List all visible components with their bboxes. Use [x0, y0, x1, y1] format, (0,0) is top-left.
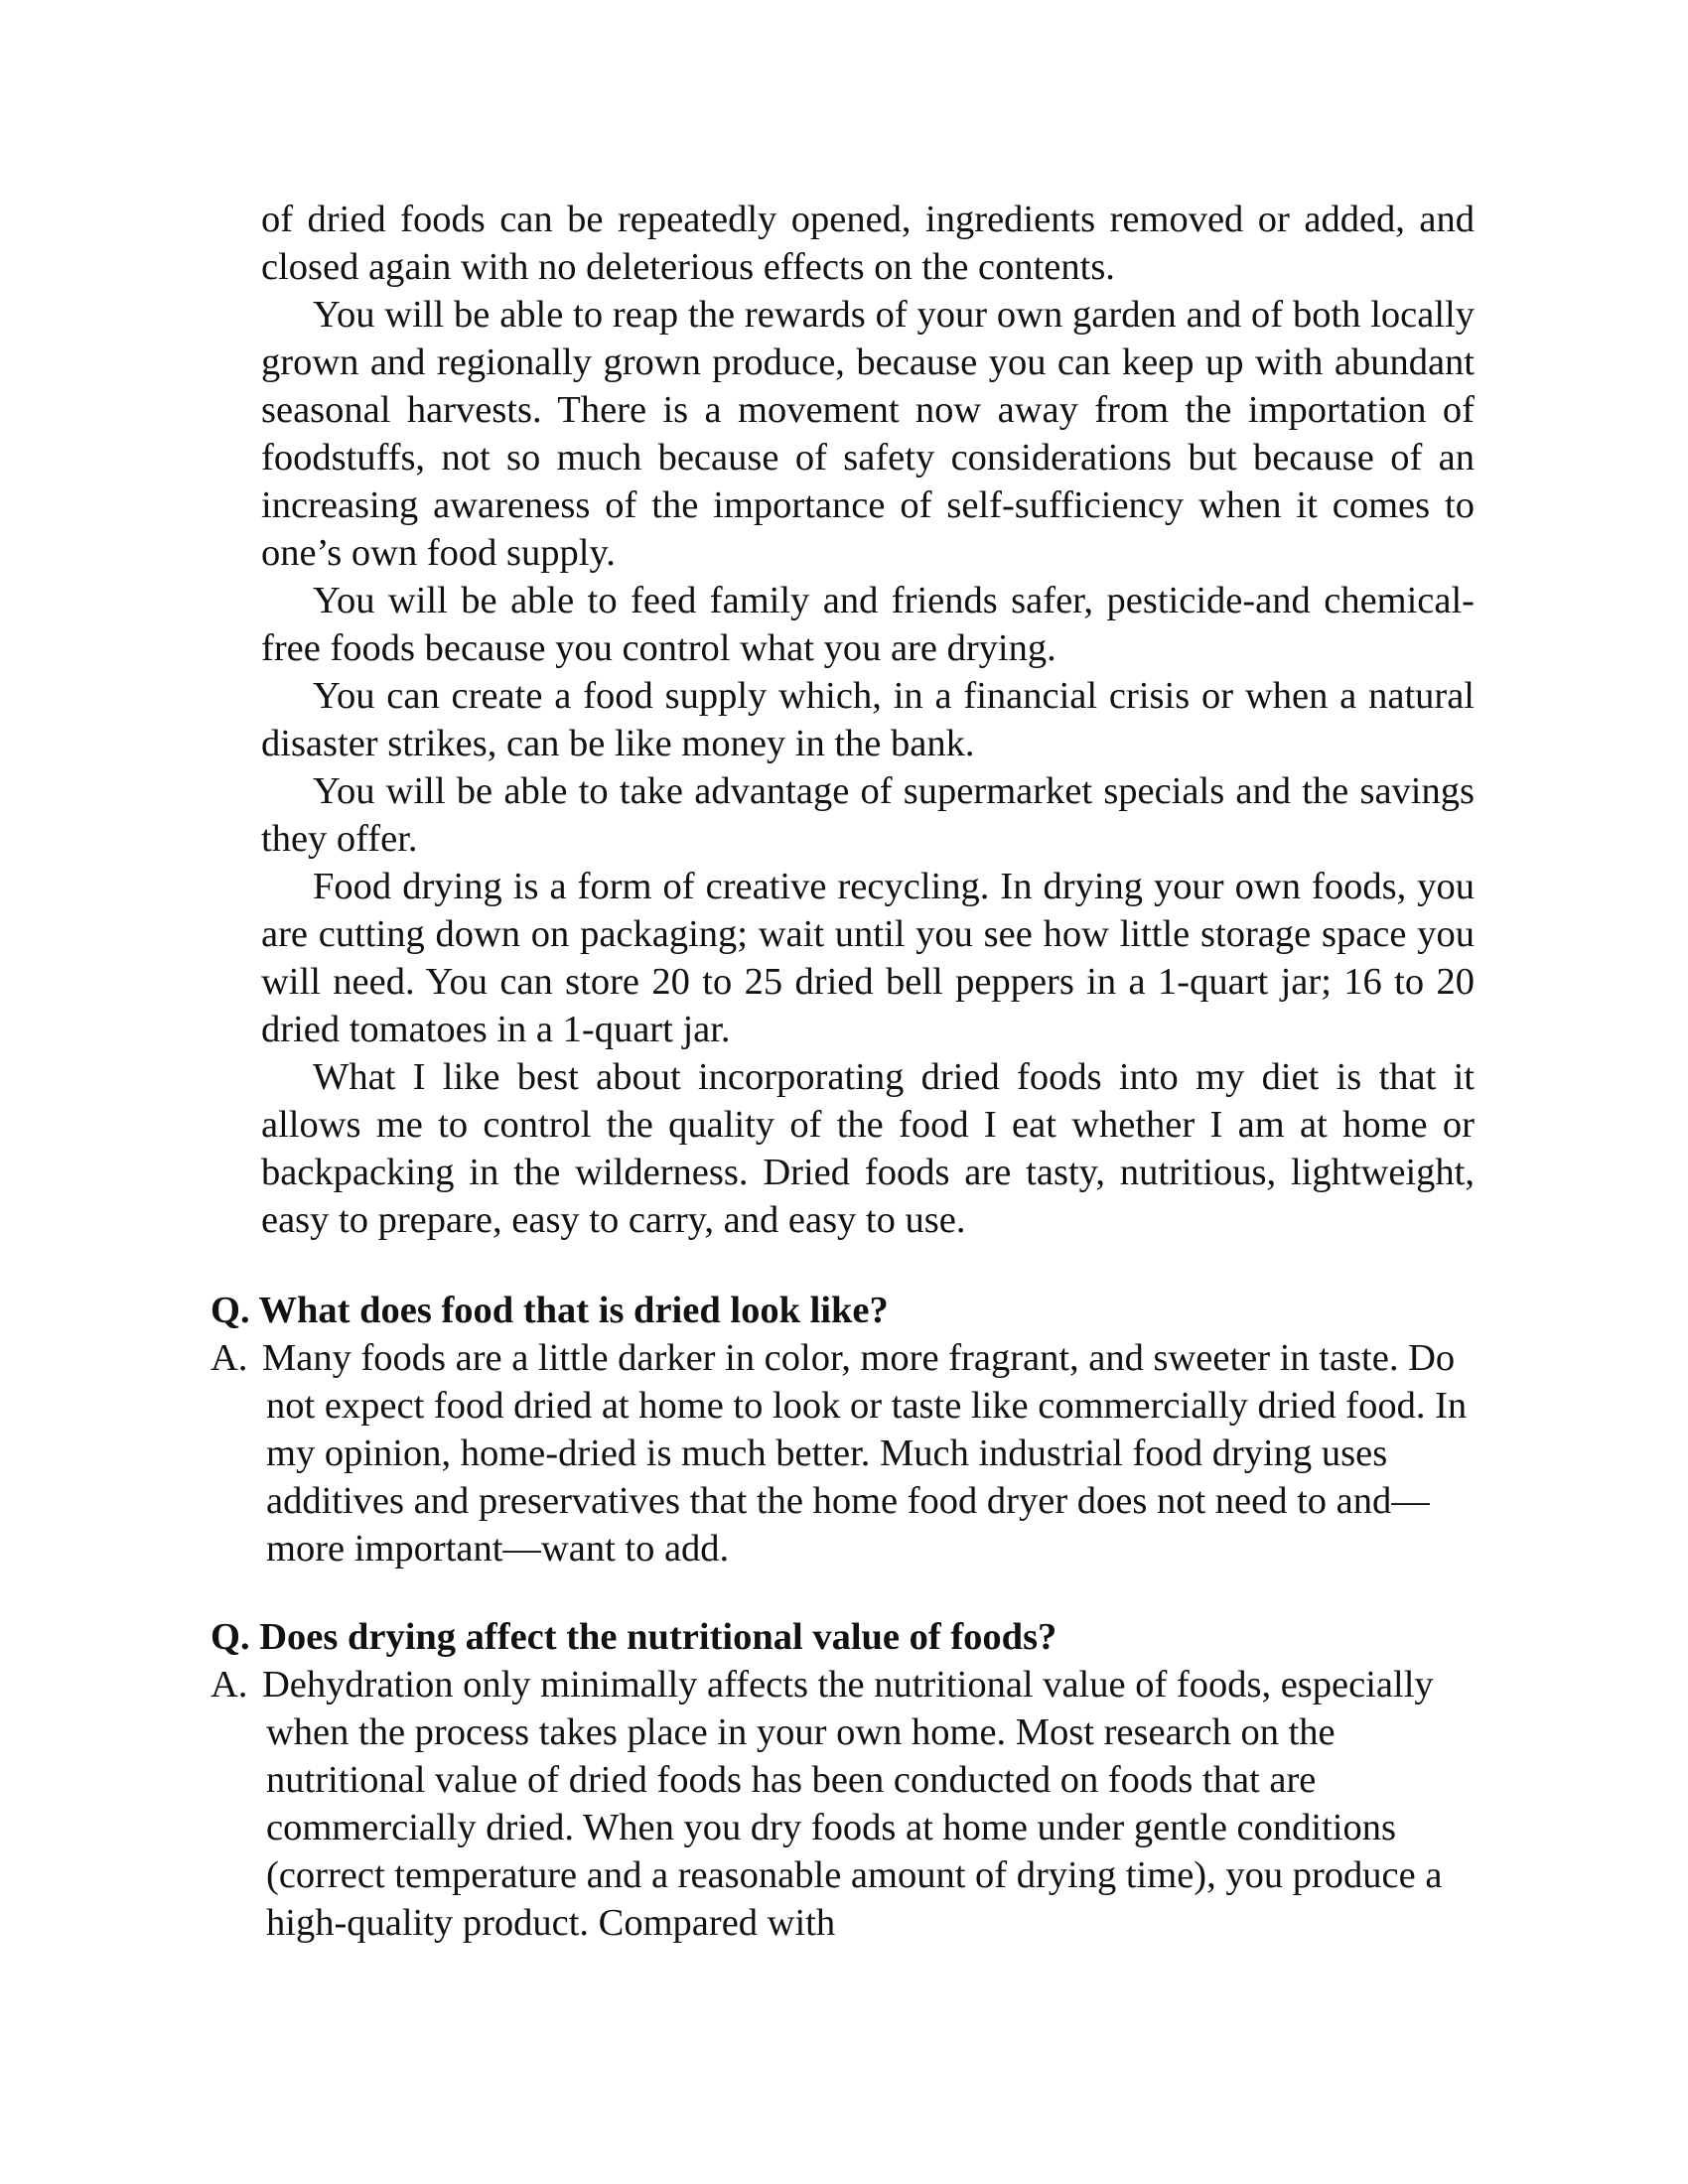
answer-body: Many foods are a little darker in color, more fragrant, and sweeter in taste. Do not expect food dried at home to look or taste like commercially dried food. In my opinion, home-dried is much better. Much industrial food drying uses additives and preservatives that the home food dryer does not need to and—more important—want to add.: [262, 1337, 1468, 1570]
paragraph: of dried foods can be repeatedly opened, ingredients removed or added, and closed again with no deleterious effects on the contents.: [261, 199, 1475, 288]
answer-prefix: A.: [211, 1664, 248, 1706]
answer-text: [211, 1334, 1501, 1572]
question-heading: Q. Does drying affect the nutritional value of foods?: [211, 1616, 1057, 1658]
qa-item: [211, 1287, 1501, 1572]
answer-body: Dehydration only minimally affects the nutritional value of foods, especially when the process takes place in your own home. Most research on the nutritional value of dried foods has been conducted on foods that are commercially dried. When you dry foods at home under gentle conditions (correct temperature and a reasonable amount of drying time), you produce a high-quality product. Compared with: [262, 1664, 1443, 1944]
paragraph: What I like best about incorporating dried foods into my diet is that it allows me to control the quality of the food I eat whether I am at home or backpacking in the wilderness. Dried foods are tasty, nutritious, lightweight, easy to prepare, easy to carry, and easy to use.: [261, 1056, 1475, 1241]
body-text: [261, 196, 1475, 1244]
paragraph: You will be able to take advantage of supermarket specials and the savings they offer.: [261, 770, 1475, 860]
qa-item: [211, 1613, 1501, 1947]
answer-prefix: A.: [211, 1337, 248, 1379]
paragraph: You can create a food supply which, in a financial crisis or when a natural disaster strikes, can be like money in the bank.: [261, 675, 1475, 764]
paragraph: Food drying is a form of creative recycling. In drying your own foods, you are cutting down on packaging; wait until you see how little storage space you will need. You can store 20 to 25 dried bell peppers in a 1-quart jar; 16 to 20 dried tomatoes in a 1-quart jar.: [261, 866, 1475, 1050]
paragraph: You will be able to reap the rewards of your own garden and of both locally grown and regionally grown produce, because you can keep up with abundant seasonal harvests. There is a movement now away from the importation of foodstuffs, not so much because of safety considerations but because of an increasing awareness of the importance of self-sufficiency when it comes to one’s own food supply.: [261, 294, 1475, 574]
question-heading: Q. What does food that is dried look like?: [211, 1290, 889, 1331]
answer-text: [211, 1661, 1501, 1947]
paragraph: You will be able to feed family and friends safer, pesticide-and chemical-free foods because you control what you are drying.: [261, 580, 1475, 669]
